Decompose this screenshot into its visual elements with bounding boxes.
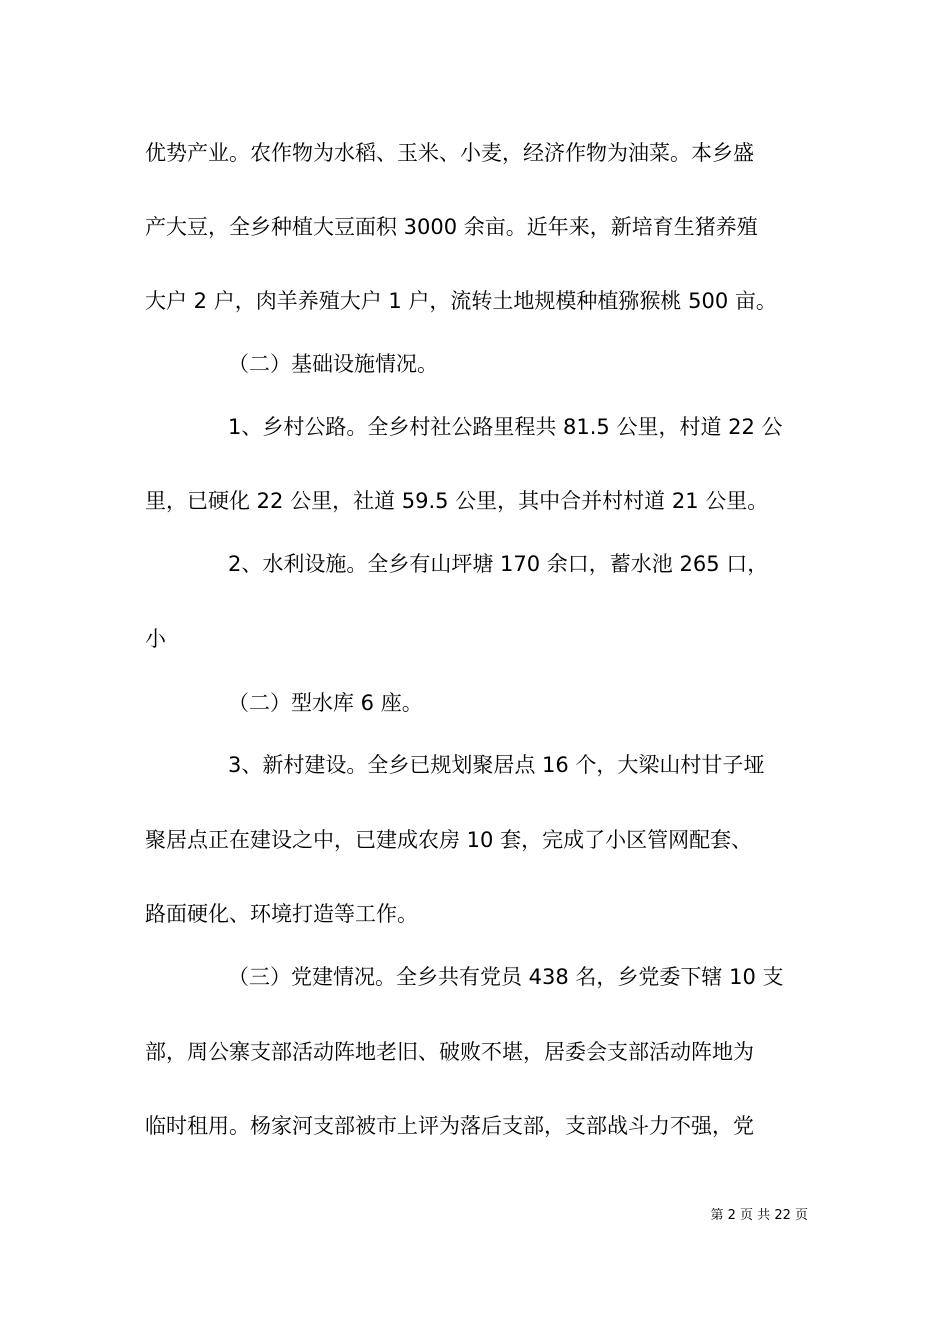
section-heading: （三）党建情况。全乡共有党员 438 名，乡党委下辖 10 支 bbox=[228, 965, 784, 989]
body-text-line: 优势产业。农作物为水稻、玉米、小麦，经济作物为油菜。本乡盛 bbox=[145, 141, 754, 165]
body-text-line: 路面硬化、环境打造等工作。 bbox=[145, 902, 418, 926]
body-text-line: 里，已硬化 22 公里，社道 59.5 公里，其中合并村村道 21 公里。 bbox=[145, 489, 769, 513]
body-text-line: 小 bbox=[145, 627, 166, 651]
section-heading: （二）基础设施情况。 bbox=[228, 352, 438, 376]
body-text-line: 大户 2 户，肉羊养殖大户 1 户，流转土地规模种植猕猴桃 500 亩。 bbox=[145, 289, 777, 313]
body-text-line: 2、水利设施。全乡有山坪塘 170 余口，蓄水池 265 口， bbox=[228, 552, 769, 576]
body-text-line: 1、乡村公路。全乡村社公路里程共 81.5 公里，村道 22 公 bbox=[228, 415, 783, 439]
page-number-footer: 第 2 页 共 22 页 bbox=[710, 1208, 808, 1223]
body-text-line: 临时租用。杨家河支部被市上评为落后支部，支部战斗力不强，党 bbox=[145, 1114, 754, 1138]
body-text-line: 3、新村建设。全乡已规划聚居点 16 个，大梁山村甘子垭 bbox=[228, 753, 765, 777]
body-text-line: 部，周公寨支部活动阵地老旧、破败不堪，居委会支部活动阵地为 bbox=[145, 1040, 754, 1064]
body-text-line: 聚居点正在建设之中，已建成农房 10 套，完成了小区管网配套、 bbox=[145, 828, 753, 852]
body-text-line: 产大豆，全乡种植大豆面积 3000 余亩。近年来，新培育生猪养殖 bbox=[145, 215, 758, 239]
body-text-line: （二）型水库 6 座。 bbox=[228, 691, 423, 715]
